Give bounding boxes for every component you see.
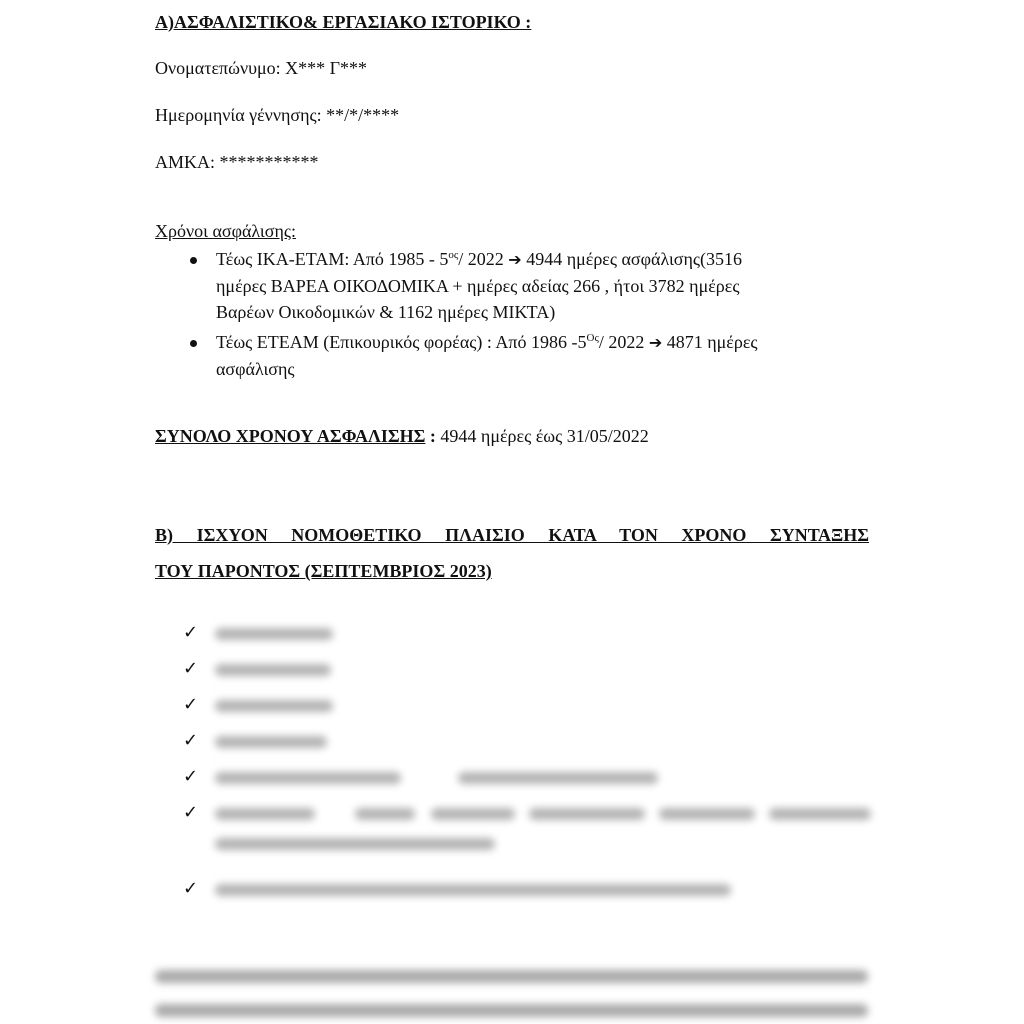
redacted-text	[155, 970, 868, 983]
redacted-text	[529, 808, 645, 820]
section-b-heading-line1: Β) ΙΣΧΥΟΝ ΝΟΜΟΘΕΤΙΚΟ ΠΛΑΙΣΙΟ ΚΑΤΑ ΤΟΝ ΧΡΟΝΟ ΣΥΝΤΑΞΗΣ	[155, 525, 869, 545]
birth-date-line: Ημερομηνία γέννησης: **/*/****	[155, 105, 400, 125]
total-insurance-colon: :	[425, 426, 436, 446]
bullet-item-ika	[190, 246, 870, 325]
bullet-icon	[190, 340, 197, 347]
redacted-text	[215, 838, 495, 850]
redacted-text	[215, 700, 333, 712]
section-b-heading	[155, 517, 869, 589]
total-insurance-line	[155, 424, 649, 448]
checkmark-icon: ✓	[183, 658, 199, 679]
arrow-icon: ➔	[508, 250, 522, 269]
amka-line: ΑΜΚΑ: ***********	[155, 152, 319, 172]
redacted-text	[155, 1004, 868, 1017]
total-insurance-value: 4944 ημέρες έως 31/05/2022	[435, 426, 649, 446]
bullet-line: ημέρες ΒΑΡΕΑ ΟΙΚΟΔΟΜΙΚΑ + ημέρες αδείας 266 , ήτοι 3782 ημέρες	[216, 276, 740, 296]
section-a-heading: Α)ΑΣΦΑΛΙΣΤΙΚΟ& ΕΡΓΑΣΙΑΚΟ ΙΣΤΟΡΙΚΟ :	[155, 12, 532, 32]
redacted-text	[215, 628, 333, 640]
redacted-text	[431, 808, 515, 820]
checkmark-icon: ✓	[183, 694, 199, 715]
checkmark-icon: ✓	[183, 622, 199, 643]
checklist-item	[183, 692, 873, 722]
insurance-years-title: Χρόνοι ασφάλισης:	[155, 221, 297, 241]
checkmark-icon: ✓	[183, 730, 199, 751]
redacted-text	[458, 772, 658, 784]
checklist-item	[183, 656, 873, 686]
checkmark-icon: ✓	[183, 766, 199, 787]
redacted-text	[659, 808, 755, 820]
checklist-item	[183, 764, 873, 794]
redacted-text	[215, 772, 401, 784]
bullet-line: Τέως ΕΤΕΑΜ (Επικουρικός φορέας) : Από 1986 $-5^{O\varsigma}/$ 2022 ➔ 4871 ημέρες	[216, 332, 758, 352]
redacted-text	[215, 884, 731, 896]
insurance-bullets	[190, 246, 870, 384]
bullet-line: Βαρέων Οικοδομικών & 1162 ημέρες ΜΙΚΤΑ)	[216, 302, 556, 322]
redacted-text	[215, 808, 315, 820]
redacted-text	[215, 736, 327, 748]
checklist-item	[183, 876, 873, 906]
checklist-item	[183, 728, 873, 758]
section-b-heading-line2: ΤΟΥ ΠΑΡΟΝΤΟΣ (ΣΕΠΤΕΜΒΡΙΟΣ 2023)	[155, 561, 492, 581]
bullet-line: Τέως ΙΚΑ-ΕΤΑΜ: Από $1985 - 5^{o\varsigma}/$ 2022 ➔ 4944 ημέρες ασφάλισης(3516	[216, 249, 743, 269]
checkmark-icon: ✓	[183, 878, 199, 899]
name-line: Ονοματεπώνυμο: Χ*** Γ***	[155, 58, 368, 78]
bullet-line: ασφάλισης	[216, 359, 295, 379]
checkmark-icon: ✓	[183, 802, 199, 823]
checklist-item	[183, 800, 873, 864]
total-insurance-label: ΣΥΝΟΛΟ ΧΡΟΝΟΥ ΑΣΦΑΛΙΣΗΣ	[155, 426, 426, 446]
bullet-item-eteam	[190, 329, 870, 382]
arrow-icon: ➔	[648, 333, 663, 352]
redacted-text	[215, 664, 331, 676]
bullet-icon	[190, 257, 197, 264]
checklist-item	[183, 620, 873, 650]
redacted-text	[355, 808, 415, 820]
redacted-text	[769, 808, 871, 820]
